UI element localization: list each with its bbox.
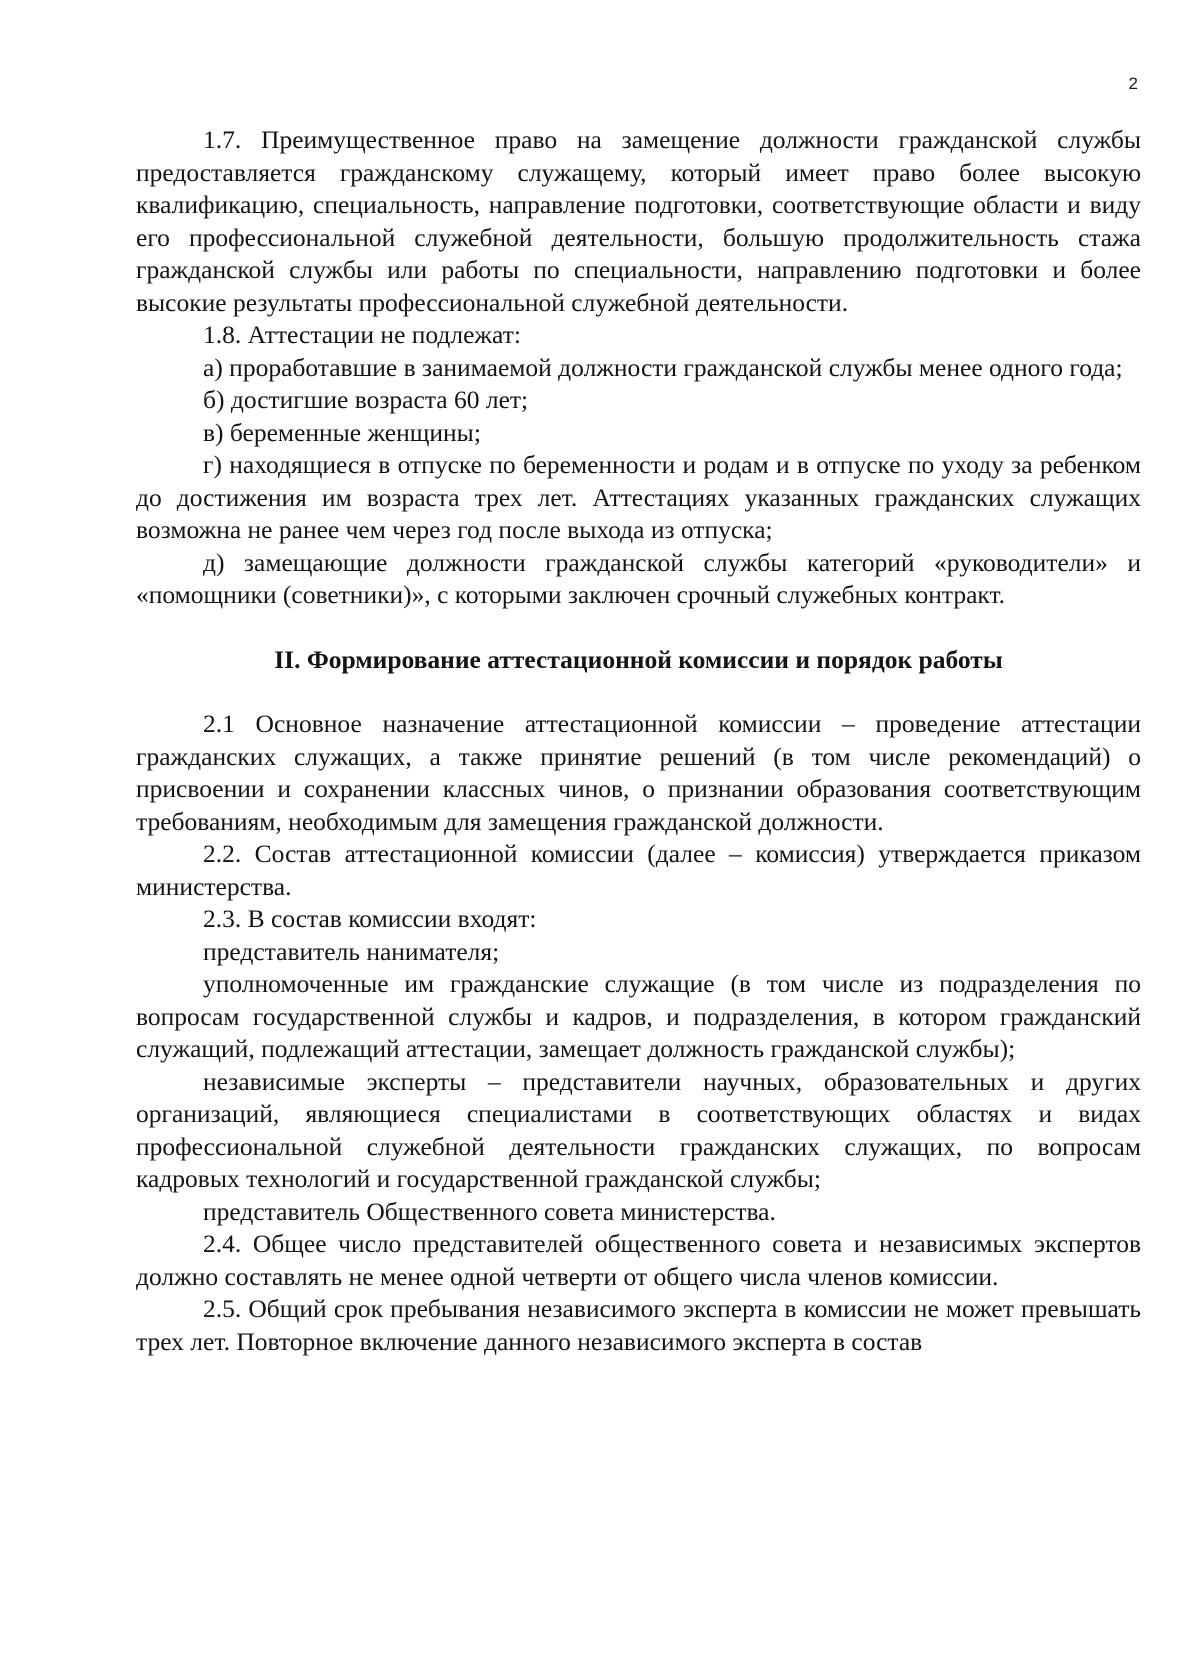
paragraph-1-8: 1.8. Аттестации не подлежат: bbox=[203, 320, 521, 349]
paragraph-1-7: 1.7. Преимущественное право на замещение должности гражданской службы предоставляется гражданскому служащему, который имеет право более высокую квалификацию, специальность, направление подготовки, соответствующие области и виду его профессиональной служебной деятельности, большую продолжительность стажа гражданской службы или работы по специальности, направлению подготовки и более высокие результаты профессиональной служебной деятельности. bbox=[136, 125, 1141, 317]
section-heading: II. Формирование аттестационной комиссии и порядок работы bbox=[274, 644, 1003, 674]
list-item-authorized-servants: уполномоченные им гражданские служащие (в том числе из подразделения по вопросам государственной службы и кадров, и подразделения, в котором гражданский служащий, подлежащий аттестации, замещает должность гражданской службы); bbox=[136, 969, 1141, 1063]
list-item-v: в) беременные женщины; bbox=[203, 417, 481, 447]
paragraph-2-2: 2.2. Состав аттестационной комиссии (далее – комиссия) утверждается приказом министерства. bbox=[136, 839, 1141, 901]
list-item-g: г) находящиеся в отпуске по беременности и родам и в отпуске по уходу за ребенком до достижения им возраста трех лет. Аттестациях указанных гражданских служащих возможна не ранее чем через год после выхода из отпуска; bbox=[136, 450, 1141, 544]
list-item-b: б) достигшие возраста 60 лет; bbox=[203, 385, 529, 414]
paragraph-2-3: 2.3. В состав комиссии входят: bbox=[203, 904, 537, 933]
paragraph-2-4: 2.4. Общее число представителей общественного совета и независимых экспертов должно составлять не менее одной четверти от общего числа членов комиссии. bbox=[136, 1229, 1141, 1291]
paragraph-2-5: 2.5. Общий срок пребывания независимого эксперта в комиссии не может превышать трех лет. Повторное включение данного независимого эксперта в состав bbox=[136, 1294, 1141, 1356]
list-item-independent-experts: независимые эксперты – представители научных, образовательных и других организаций, являющиеся специалистами в соответствующих областях и видах профессиональной служебной деятельности гражданских служащих, по вопросам кадровых технологий и государственной гражданской службы; bbox=[136, 1066, 1141, 1193]
document-body bbox=[136, 124, 1141, 1358]
list-item-employer-representative: представитель нанимателя; bbox=[203, 936, 500, 966]
list-item-a: а) проработавшие в занимаемой должности гражданской службы менее одного года; bbox=[203, 352, 1123, 382]
list-item-d: д) замещающие должности гражданской службы категорий «руководители» и «помощники (советники)», с которыми заключен срочный служебных контракт. bbox=[136, 547, 1141, 609]
page-number: 2 bbox=[1128, 74, 1138, 93]
paragraph-2-1: 2.1 Основное назначение аттестационной комиссии – проведение аттестации гражданских служащих, а также принятие решений (в том числе рекомендаций) о присвоении и сохранении классных чинов, о признании образования соответствующим требованиям, необходимым для замещения гражданской должности. bbox=[136, 709, 1141, 836]
list-item-public-council-representative: представитель Общественного совета министерства. bbox=[203, 1196, 776, 1226]
